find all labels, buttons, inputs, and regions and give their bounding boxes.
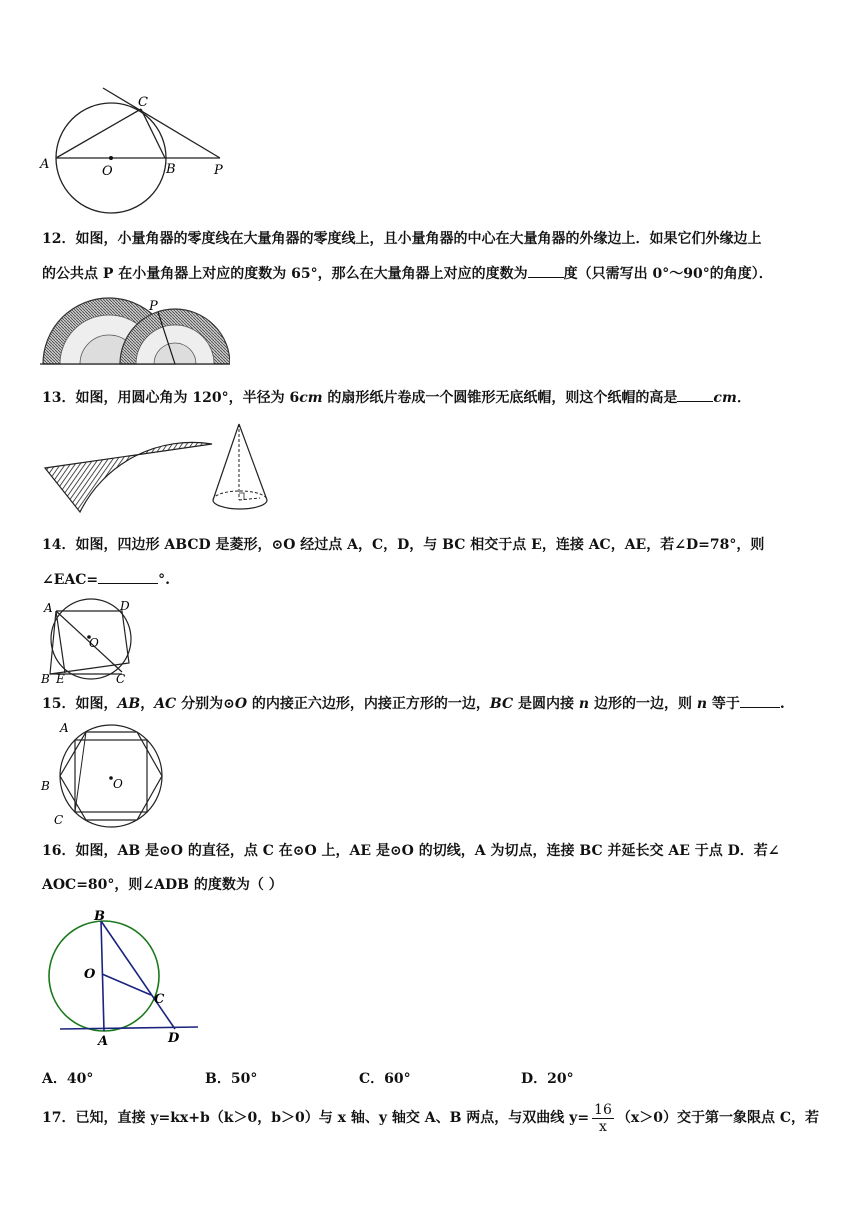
- q14-line2: [42, 570, 170, 589]
- q15-t6: 边形的一边，则: [589, 696, 697, 712]
- q16-option-d-label: D．: [521, 1071, 548, 1087]
- q13-sector-figure: [40, 416, 215, 516]
- q15-number: 15．: [42, 696, 76, 712]
- label-A: A: [40, 157, 50, 172]
- q12-answer-blank[interactable]: [528, 264, 564, 278]
- q11-figure: [38, 82, 238, 222]
- q17-text-a: 已知，直接 y=kx+b（k＞0，b＞0）与 x 轴、y 轴交 A、B 两点，与双曲线 y=: [75, 1110, 590, 1126]
- q13-number: 13．: [42, 390, 76, 406]
- q15-t1: 如图，: [75, 696, 118, 712]
- q14-figure: [38, 596, 138, 684]
- q16-text2: AOC=80°，则∠ADB 的度数为（ ）: [42, 877, 283, 893]
- q12-line2: [42, 264, 773, 283]
- q14-label-E: E: [56, 672, 65, 684]
- q17-number: 17．: [42, 1110, 76, 1126]
- q12-protractor-figure: [40, 296, 230, 368]
- q16-line2: [42, 876, 283, 894]
- q16-label-B: B: [94, 909, 105, 924]
- q16-option-d[interactable]: [521, 1070, 574, 1088]
- q16-option-c-label: C．: [359, 1071, 385, 1087]
- label-O: O: [102, 164, 113, 179]
- q12-number: 12．: [42, 231, 76, 247]
- q16-label-D: D: [168, 1031, 180, 1046]
- q15-BC: BC: [489, 696, 514, 712]
- q14-label-C: C: [116, 672, 126, 684]
- label-B: B: [166, 162, 176, 177]
- q17-frac-num: 16: [594, 1101, 612, 1118]
- q13-text-a: 如图，用圆心角为 120°，半径为 6: [75, 390, 300, 406]
- q15-O: O: [234, 696, 248, 712]
- q14-label-B: B: [41, 672, 50, 684]
- q15-n: n: [578, 696, 590, 712]
- q16-option-a-label: A．: [42, 1071, 67, 1087]
- q12-text2a: 的公共点 P 在小量角器上对应的度数为 65°，那么在大量角器上对应的度数为: [42, 266, 528, 282]
- q17-text-b: （x＞0）交于第一象限点 C，若: [616, 1110, 819, 1126]
- q15-label-O: O: [113, 777, 123, 791]
- q15-t3: 分别为⊙: [176, 696, 235, 712]
- q16-label-A: A: [98, 1034, 109, 1046]
- q15-figure: [38, 716, 168, 832]
- q16-line1: [42, 842, 780, 860]
- q17-line: [42, 1098, 819, 1138]
- q15-label-B: B: [41, 779, 50, 793]
- q12-text2b: 度（只需写出 0°～90°的角度）．: [563, 266, 773, 282]
- q14-number: 14．: [42, 537, 76, 553]
- q15-answer-blank[interactable]: [740, 694, 780, 708]
- q13-text-b: 的扇形纸片卷成一个圆锥形无底纸帽，则这个纸帽的高是: [322, 390, 678, 406]
- q14-line1: [42, 536, 764, 554]
- q12-text1: 如图，小量角器的零度线在大量角器的零度线上，且小量角器的中心在大量角器的外缘边上．如果它们外缘边上: [75, 231, 762, 247]
- q13-line: [42, 388, 751, 407]
- q16-option-d-value: 20°: [547, 1071, 574, 1087]
- q15-t4: 的内接正六边形，内接正方形的一边，: [247, 696, 490, 712]
- q14-text2b: °.: [158, 572, 171, 588]
- q16-option-b[interactable]: [205, 1070, 257, 1088]
- q15-label-A: A: [60, 721, 69, 735]
- q15-t5: 是圆内接: [513, 696, 579, 712]
- q14-text1: 如图，四边形 ABCD 是菱形，⊙O 经过点 A，C，D，与 BC 相交于点 E，连接 AC，AE，若∠D=78°，则: [75, 537, 765, 553]
- q16-figure: [40, 906, 205, 1046]
- q16-label-C: C: [154, 992, 165, 1007]
- q16-option-b-value: 50°: [230, 1071, 258, 1087]
- q12-line1: [42, 230, 761, 248]
- q14-label-O: O: [89, 636, 99, 650]
- label-C: C: [138, 95, 148, 110]
- q16-option-c-value: 60°: [384, 1071, 411, 1087]
- q15-t2: ，: [140, 696, 155, 712]
- q15-n2: n: [696, 696, 708, 712]
- q15-label-C: C: [54, 813, 64, 827]
- q16-option-c[interactable]: [359, 1070, 411, 1088]
- q16-option-b-label: B．: [205, 1071, 231, 1087]
- q16-label-O: O: [84, 967, 96, 982]
- q14-answer-blank[interactable]: [98, 570, 158, 584]
- q15-line: [42, 694, 785, 713]
- q14-text2a: ∠EAC=: [42, 572, 99, 588]
- q16-option-a[interactable]: [42, 1070, 93, 1088]
- q16-number: 16．: [42, 843, 76, 859]
- q15-t7: 等于: [707, 696, 740, 712]
- q13-cone-figure: [210, 420, 272, 514]
- q13-end: cm．: [713, 390, 751, 406]
- label-P: P: [214, 163, 223, 178]
- q13-answer-blank[interactable]: [677, 388, 713, 402]
- q17-frac-den: x: [599, 1118, 607, 1135]
- q15-AB: AB: [117, 696, 141, 712]
- q17-fraction: [592, 1102, 614, 1135]
- q15-AC: AC: [154, 696, 177, 712]
- q13-unit: cm: [299, 390, 323, 406]
- q16-option-a-value: 40°: [66, 1071, 94, 1087]
- q12-label-P: P: [149, 299, 158, 314]
- q15-end: .: [779, 696, 785, 712]
- q14-label-A: A: [44, 601, 53, 615]
- q14-label-D: D: [120, 599, 130, 613]
- q16-text1: 如图，AB 是⊙O 的直径，点 C 在⊙O 上，AE 是⊙O 的切线，A 为切点，连接 BC 并延长交 AE 于点 D．若∠: [75, 843, 780, 859]
